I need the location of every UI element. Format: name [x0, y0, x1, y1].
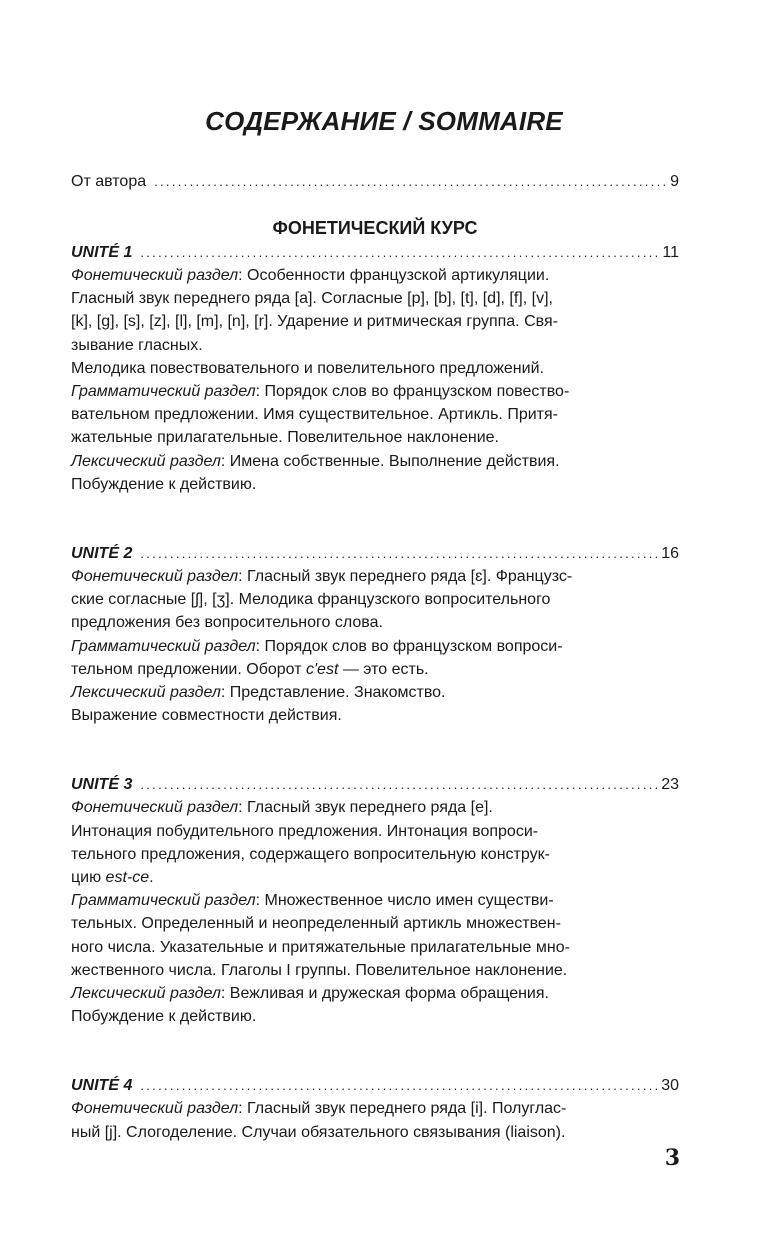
- toc-entry-foreword[interactable]: [71, 170, 679, 193]
- line-text: предложения без вопросительного слова.: [71, 614, 383, 632]
- line-text: жательные прилагательные. Повелительное наклонение.: [71, 429, 499, 447]
- line-text: : Порядок слов во французском вопроси-: [255, 637, 563, 655]
- toc-page-number: 11: [662, 244, 679, 261]
- toc-entry-unit[interactable]: [71, 1074, 679, 1097]
- line-text: цию: [71, 869, 106, 887]
- section-label: Фонетический раздел: [71, 267, 239, 284]
- unit-description-line: [71, 310, 679, 333]
- line-text: : Вежливая и дружеская форма обращения.: [220, 985, 549, 1003]
- unit-title: UNITÉ 2: [71, 545, 133, 563]
- unit-description-line: [71, 843, 679, 866]
- unit-description-line: [71, 334, 679, 357]
- unit-description-line: [71, 264, 679, 287]
- line-text: Интонация побудительного предложения. Интонация вопроси-: [71, 822, 539, 840]
- line-text: тельного предложения, содержащего вопросительную конструк-: [71, 845, 550, 863]
- line-text: тельных. Определенный и неопределенный артикль множествен-: [71, 915, 561, 933]
- dot-leader: [140, 542, 657, 565]
- unit-separator: [71, 496, 679, 542]
- dot-leader: [140, 1074, 657, 1097]
- unit-description-line: [71, 426, 679, 449]
- toc-entry-unit[interactable]: [71, 542, 679, 565]
- page-number: 3: [664, 1145, 680, 1171]
- section-label: Фонетический раздел: [71, 799, 239, 817]
- unit-block: [71, 1074, 679, 1143]
- dot-leader: [140, 241, 658, 264]
- unit-title: UNITÉ 4: [71, 1077, 133, 1095]
- line-text: Выражение совместности действия.: [71, 707, 342, 725]
- unit-description-line: [71, 357, 679, 380]
- unit-title: UNITÉ 1: [71, 244, 133, 261]
- unit-description-line: [71, 287, 679, 310]
- section-heading: ФОНЕТИЧЕСКИЙ КУРС: [272, 218, 478, 238]
- section-label: Фонетический раздел: [71, 1100, 239, 1118]
- unit-title: UNITÉ 3: [71, 776, 133, 794]
- unit-description-line: [71, 588, 679, 611]
- line-text: ного числа. Указательные и притяжательные прилагательные мно-: [71, 938, 570, 956]
- section-label: Лексический раздел: [71, 452, 221, 470]
- toc-page-number: 30: [661, 1077, 679, 1095]
- line-text: зывание гласных.: [71, 336, 203, 354]
- unit-description-line: [71, 403, 679, 426]
- toc-page-number: 23: [661, 776, 679, 794]
- unit-description-line: [71, 820, 679, 843]
- line-text-tail: — это есть.: [338, 660, 429, 678]
- unit-description-line: [71, 681, 679, 704]
- unit-description-line: [71, 450, 679, 473]
- unit-description-line: [71, 936, 679, 959]
- unit-description-line: [71, 796, 679, 819]
- unit-block: [71, 542, 679, 727]
- toc-page-number: 9: [670, 173, 679, 190]
- unit-description-line: [71, 1121, 679, 1144]
- dot-leader: [154, 170, 666, 193]
- toc-entry-unit[interactable]: [71, 241, 679, 264]
- toc-entry-label: От автора: [71, 173, 147, 190]
- unit-description-line: [71, 658, 679, 681]
- french-term: est-ce: [105, 869, 150, 887]
- toc-entry-unit[interactable]: [71, 773, 679, 796]
- unit-description-line: [71, 982, 679, 1005]
- line-text: [k], [g], [s], [z], [l], [m], [n], [r]. Ударение и ритмическая группа. Свя-: [71, 313, 558, 331]
- line-text: : Представление. Знакомство.: [220, 684, 446, 702]
- line-text: : Имена собственные. Выполнение действия.: [220, 452, 560, 470]
- unit-description-line: [71, 635, 679, 658]
- section-label: Грамматический раздел: [71, 637, 256, 655]
- unit-description-line: [71, 380, 679, 403]
- unit-list: [71, 241, 679, 1144]
- line-text: : Множественное число имен существи-: [255, 892, 554, 910]
- line-text: Мелодика повествовательного и повелительного предложений.: [71, 359, 544, 377]
- line-text: Побуждение к действию.: [71, 475, 257, 493]
- dot-leader: [140, 773, 657, 796]
- unit-block: [71, 773, 679, 1028]
- unit-description-line: [71, 704, 679, 727]
- line-text: ный [j]. Слогоделение. Случаи обязательного связывания (liaison).: [71, 1123, 566, 1141]
- unit-description-line: [71, 959, 679, 982]
- line-text: : Гласный звук переднего ряда [ɛ]. Французс-: [238, 568, 573, 586]
- unit-description-line: [71, 866, 679, 889]
- line-text: : Гласный звук переднего ряда [i]. Полуглас-: [238, 1100, 567, 1118]
- line-text: ские согласные [ʃ], [ʒ]. Мелодика французского вопросительного: [71, 591, 551, 609]
- section-label: Грамматический раздел: [71, 383, 256, 401]
- unit-description-line: [71, 473, 679, 496]
- line-text: : Порядок слов во французском повество-: [255, 383, 570, 401]
- unit-description-line: [71, 1005, 679, 1028]
- unit-separator: [71, 727, 679, 773]
- french-term: c'est: [305, 660, 339, 678]
- line-text: Побуждение к действию.: [71, 1008, 257, 1026]
- line-text: жественного числа. Глаголы I группы. Повелительное наклонение.: [71, 961, 568, 979]
- unit-separator: [71, 1028, 679, 1074]
- unit-description-line: [71, 611, 679, 634]
- page-title: СОДЕРЖАНИЕ / SOMMAIRE: [205, 106, 563, 136]
- line-text: тельном предложении. Оборот: [71, 660, 306, 678]
- unit-description-line: [71, 912, 679, 935]
- unit-description-line: [71, 889, 679, 912]
- line-text: : Особенности французской артикуляции.: [238, 267, 550, 284]
- line-text: Гласный звук переднего ряда [a]. Согласные [p], [b], [t], [d], [f], [v],: [71, 290, 553, 308]
- line-text-tail: .: [149, 869, 154, 887]
- section-label: Лексический раздел: [71, 985, 221, 1003]
- unit-description-line: [71, 565, 679, 588]
- table-of-contents: [71, 170, 679, 1144]
- line-text: : Гласный звук переднего ряда [e].: [238, 799, 493, 817]
- section-label: Фонетический раздел: [71, 568, 239, 586]
- toc-page-number: 16: [661, 545, 679, 563]
- unit-block: [71, 241, 679, 496]
- line-text: вательном предложении. Имя существительное. Артикль. Притя-: [71, 406, 558, 424]
- unit-description-line: [71, 1097, 679, 1120]
- section-label: Лексический раздел: [71, 684, 221, 702]
- section-label: Грамматический раздел: [71, 892, 256, 910]
